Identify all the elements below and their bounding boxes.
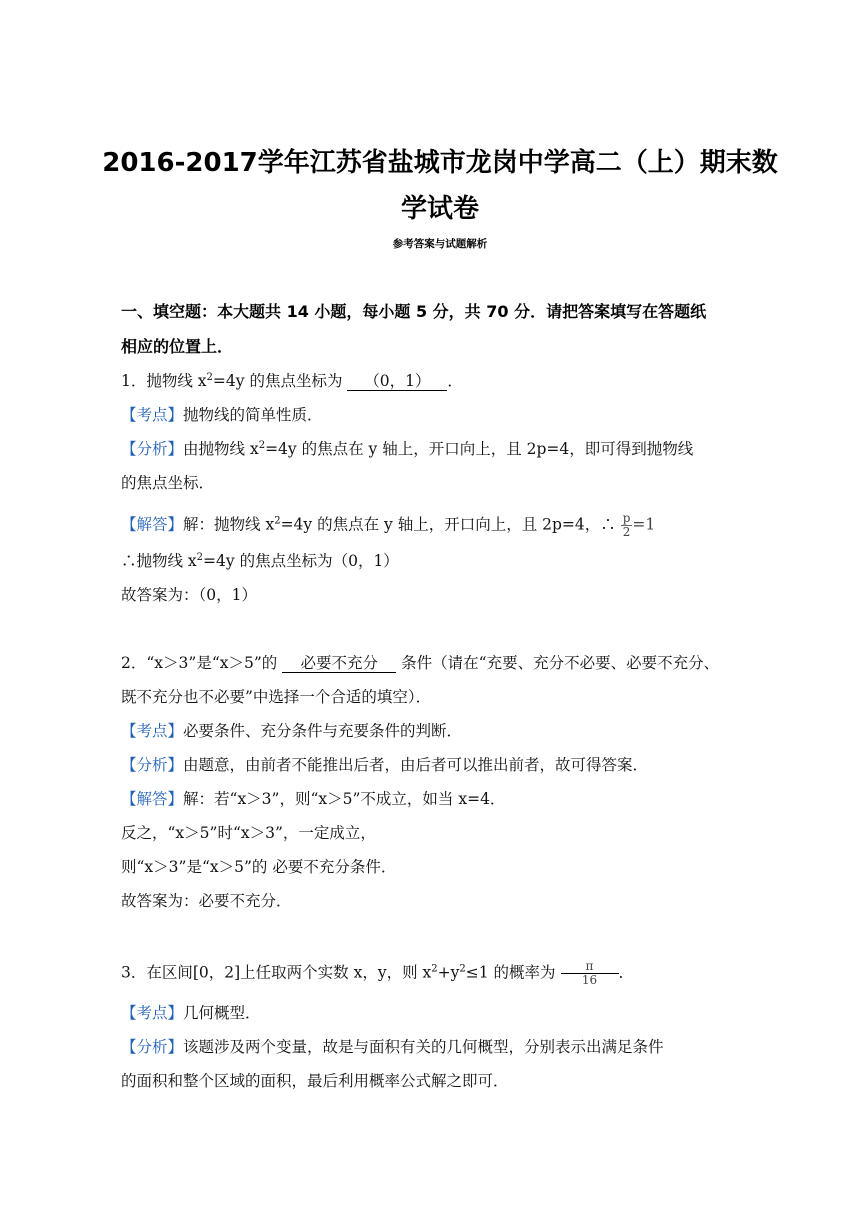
q2-jieda-text: 解：若“x＞3”，则“x＞5”不成立，如当 x=4． [183,790,506,808]
document-title [100,140,780,232]
q1-fenxi [121,439,761,459]
q3-answer-blank [561,960,619,987]
q1-frac-num: p [622,511,631,525]
q2-final-answer: 故答案为：必要不充分． [121,892,292,910]
q1-frac-den: 2 [622,525,631,539]
q1-mid: =4y 的焦点坐标为 [212,372,343,390]
q3-fenxi-line-2: 的面积和整个区域的面积，最后利用概率公式解之即可． [121,1072,509,1090]
section-heading-line-2: 相应的位置上． [121,337,234,356]
q2-converse: 反之，“x＞5”时“x＞3”，一定成立， [121,824,376,842]
q3-fenxi-text: 该题涉及两个变量，故是与面积有关的几何概型，分别表示出满足条件 [183,1038,664,1056]
document-subtitle: 参考答案与试题解析 [392,238,488,250]
kaodian-tag: 【考点】 [121,722,184,740]
q2-prefix: 2．“x＞3”是“x＞5”的 [121,654,278,672]
q3-fenxi [121,1037,761,1057]
q2-question-line-2: 既不充分也不必要”中选择一个合适的填空）． [121,688,432,706]
q1-kaodian-text: 抛物线的简单性质． [183,406,323,424]
q2-kaodian-text: 必要条件、充分条件与充要条件的判断． [183,722,463,740]
title-line-1: 2016-2017学年江苏省盐城市龙岗中学高二（上）期末数 [102,148,778,178]
q1-jieda-sup: 2 [274,515,281,527]
jieda-tag: 【解答】 [121,790,184,808]
q1-prefix: 1．抛物线 x [121,372,207,390]
q3-sup-2: 2 [459,963,466,975]
q3-kaodian-text: 几何概型． [183,1004,261,1022]
q1-kaodian [121,405,761,425]
q3-question [121,960,761,987]
title-line-2: 学试卷 [400,194,479,224]
q1-fenxi-b: =4y 的焦点在 y 轴上，开口向上，且 2p=4，即可得到抛物线 [265,440,694,458]
q1-end: ． [447,372,463,390]
q2-answer-blank: 必要不充分 [282,654,396,673]
q1-answer-blank: （0，1） [347,372,447,391]
q1-frac-tail: =1 [632,515,656,534]
q3-mid: +y [437,963,460,982]
q3-end: ． [618,963,635,982]
q1-conclusion [121,551,761,571]
q2-fenxi [121,755,761,775]
q2-therefore: 则“x＞3”是“x＞5”的 必要不充分条件． [121,858,397,876]
fenxi-tag: 【分析】 [121,440,184,458]
q3-prefix: 3．在区间[0，2]上任取两个实数 x，y，则 x [121,963,432,982]
q1-jieda-a: 解：抛物线 x [183,515,275,534]
q1-fenxi-a: 由抛物线 x [183,440,259,458]
q2-jieda [121,789,761,809]
q1-fenxi-sup: 2 [258,439,266,451]
kaodian-tag: 【考点】 [121,406,184,424]
q3-rest: ≤1 的概率为 [465,963,556,982]
q1-question [121,371,761,391]
fenxi-tag: 【分析】 [121,1038,184,1056]
q2-question [121,653,761,673]
q1-sup: 2 [206,371,213,383]
q3-frac-den: 16 [581,973,598,987]
q1-jieda-b: =4y 的焦点在 y 轴上，开口向上，且 2p=4，∴ [280,515,616,534]
q2-fenxi-text: 由题意，由前者不能推出后者，由后者可以推出前者，故可得答案． [183,756,649,774]
q3-frac-num: π [561,960,619,974]
q1-fenxi-line-2: 的焦点坐标． [121,474,215,492]
q1-jieda [121,512,761,539]
jieda-tag: 【解答】 [121,515,184,534]
q3-kaodian [121,1003,761,1023]
q2-rest: 条件（请在“充要、充分不必要、必要不充分、 [401,654,720,672]
q3-sup-1: 2 [431,963,438,975]
q2-kaodian [121,721,761,741]
q1-so-sup: 2 [196,551,204,563]
section-heading-line-1: 一、填空题：本大题共 14 小题，每小题 5 分，共 70 分．请把答案填写在答题纸 [121,302,707,321]
kaodian-tag: 【考点】 [121,1004,184,1022]
q1-final-answer: 故答案为：（0，1） [121,586,257,604]
q1-fraction [621,512,633,539]
fenxi-tag: 【分析】 [121,756,184,774]
q1-so-a: ∴抛物线 x [121,552,197,570]
q1-so-b: =4y 的焦点坐标为（0，1） [203,552,399,570]
